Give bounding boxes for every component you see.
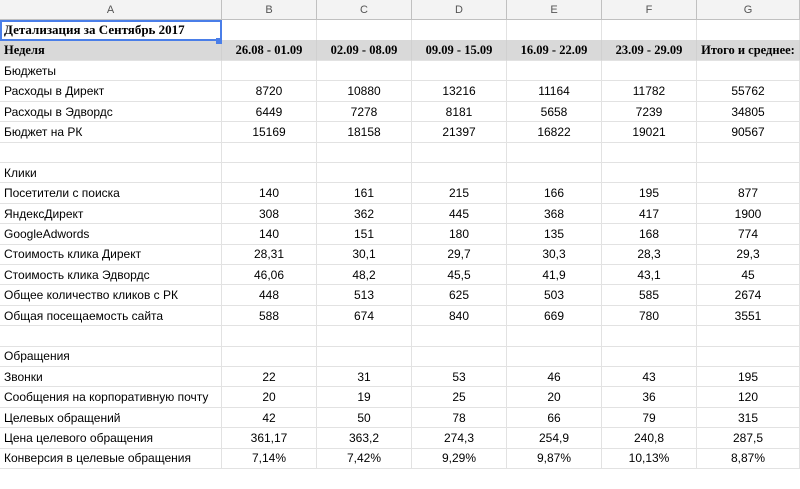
table-cell[interactable] [697, 142, 800, 163]
table-row [0, 142, 800, 163]
table-row [0, 102, 800, 123]
table-cell[interactable]: 362 [317, 204, 412, 225]
table-row [0, 367, 800, 388]
row-label-cell[interactable]: Расходы в Эдвордс [0, 102, 222, 123]
table-cell[interactable]: 29,7 [412, 244, 507, 265]
table-row [0, 61, 800, 82]
row-label-cell[interactable] [0, 142, 222, 163]
table-cell[interactable]: 41,9 [507, 265, 602, 286]
table-cell[interactable] [602, 163, 697, 184]
table-row [0, 408, 800, 429]
table-cell[interactable]: 22 [222, 367, 317, 388]
period-header-cell[interactable]: 26.08 - 01.09 [222, 40, 317, 61]
table-cell[interactable]: 417 [602, 204, 697, 225]
table-cell[interactable]: 48,2 [317, 265, 412, 286]
table-cell[interactable]: 43 [602, 367, 697, 388]
table-cell[interactable]: 669 [507, 306, 602, 327]
row-label-cell[interactable]: Стоимость клика Директ [0, 244, 222, 265]
table-cell[interactable] [412, 142, 507, 163]
table-cell[interactable]: 28,31 [222, 244, 317, 265]
table-cell[interactable]: 215 [412, 183, 507, 204]
table-cell[interactable] [317, 326, 412, 347]
table-row [0, 285, 800, 306]
table-cell[interactable]: 5658 [507, 102, 602, 123]
table-cell[interactable]: 78 [412, 408, 507, 429]
table-cell[interactable]: 315 [697, 408, 800, 429]
table-cell[interactable]: 11782 [602, 81, 697, 102]
table-cell[interactable]: 7,14% [222, 448, 317, 469]
table-row [0, 122, 800, 143]
table-cell[interactable]: 25 [412, 387, 507, 408]
column-header-d[interactable]: D [412, 0, 507, 20]
table-cell[interactable]: 8,87% [697, 448, 800, 469]
table-cell[interactable] [222, 20, 317, 41]
table-cell[interactable] [317, 346, 412, 367]
period-header-cell[interactable]: 23.09 - 29.09 [602, 40, 697, 61]
table-row [0, 224, 800, 245]
row-label-cell[interactable]: GoogleAdwords [0, 224, 222, 245]
row-label-cell[interactable]: Общее количество кликов с РК [0, 285, 222, 306]
table-cell[interactable] [412, 163, 507, 184]
table-cell[interactable] [602, 326, 697, 347]
table-cell[interactable]: 287,5 [697, 428, 800, 449]
table-cell[interactable]: 43,1 [602, 265, 697, 286]
table-cell[interactable]: 20 [507, 387, 602, 408]
row-label-cell[interactable]: Сообщения на корпоративную почту [0, 387, 222, 408]
table-cell[interactable]: 513 [317, 285, 412, 306]
table-cell[interactable] [317, 20, 412, 41]
table-cell[interactable]: 1900 [697, 204, 800, 225]
table-row [0, 265, 800, 286]
table-cell[interactable] [412, 346, 507, 367]
table-cell[interactable] [507, 20, 602, 41]
table-cell[interactable]: 29,3 [697, 244, 800, 265]
table-cell[interactable]: 588 [222, 306, 317, 327]
table-cell[interactable]: 120 [697, 387, 800, 408]
row-label-cell[interactable]: Целевых обращений [0, 408, 222, 429]
table-cell[interactable] [602, 346, 697, 367]
table-cell[interactable]: 9,29% [412, 448, 507, 469]
column-header-g[interactable]: G [697, 0, 800, 20]
table-cell[interactable]: 46,06 [222, 265, 317, 286]
table-cell[interactable]: 168 [602, 224, 697, 245]
row-label-cell[interactable]: Звонки [0, 367, 222, 388]
table-cell[interactable]: 9,87% [507, 448, 602, 469]
column-header-c[interactable]: C [317, 0, 412, 20]
table-cell[interactable]: 503 [507, 285, 602, 306]
row-label-cell[interactable]: ЯндексДирект [0, 204, 222, 225]
column-header-f[interactable]: F [602, 0, 697, 20]
row-label-cell[interactable]: Стоимость клика Эдвордс [0, 265, 222, 286]
table-cell[interactable]: 36 [602, 387, 697, 408]
table-cell[interactable] [412, 20, 507, 41]
table-row [0, 428, 800, 449]
table-cell[interactable]: 151 [317, 224, 412, 245]
table-cell[interactable]: 21397 [412, 122, 507, 143]
row-label-cell[interactable] [0, 326, 222, 347]
table-cell[interactable]: 8720 [222, 81, 317, 102]
header-row [0, 40, 800, 61]
table-cell[interactable] [507, 326, 602, 347]
table-cell[interactable]: 445 [412, 204, 507, 225]
table-cell[interactable]: 166 [507, 183, 602, 204]
period-header-cell[interactable]: 16.09 - 22.09 [507, 40, 602, 61]
table-row [0, 244, 800, 265]
table-row [0, 326, 800, 347]
table-cell[interactable] [602, 61, 697, 82]
table-cell[interactable]: 361,17 [222, 428, 317, 449]
table-cell[interactable]: 79 [602, 408, 697, 429]
table-cell[interactable]: 55762 [697, 81, 800, 102]
table-cell[interactable]: 180 [412, 224, 507, 245]
table-cell[interactable]: 308 [222, 204, 317, 225]
row-label-cell[interactable]: Общая посещаемость сайта [0, 306, 222, 327]
table-cell[interactable]: 10,13% [602, 448, 697, 469]
table-cell[interactable]: 363,2 [317, 428, 412, 449]
table-cell[interactable]: 585 [602, 285, 697, 306]
table-cell[interactable]: 140 [222, 183, 317, 204]
table-cell[interactable] [317, 61, 412, 82]
table-cell[interactable]: 11164 [507, 81, 602, 102]
row-label-cell[interactable]: Конверсия в целевые обращения [0, 448, 222, 469]
table-cell[interactable]: 46 [507, 367, 602, 388]
table-cell[interactable]: 7239 [602, 102, 697, 123]
table-cell[interactable] [317, 142, 412, 163]
table-cell[interactable] [412, 326, 507, 347]
table-cell[interactable]: 448 [222, 285, 317, 306]
table-cell[interactable]: 30,1 [317, 244, 412, 265]
title-row [0, 20, 800, 41]
table-cell[interactable]: 34805 [697, 102, 800, 123]
week-header-cell[interactable]: Неделя [0, 40, 222, 61]
table-cell[interactable] [222, 142, 317, 163]
table-cell[interactable]: 15169 [222, 122, 317, 143]
table-cell[interactable]: 53 [412, 367, 507, 388]
table-cell[interactable]: 8181 [412, 102, 507, 123]
table-cell[interactable]: 7278 [317, 102, 412, 123]
table-cell[interactable]: 45,5 [412, 265, 507, 286]
column-header-e[interactable]: E [507, 0, 602, 20]
table-cell[interactable]: 45 [697, 265, 800, 286]
period-header-cell[interactable]: 09.09 - 15.09 [412, 40, 507, 61]
period-header-cell[interactable]: 02.09 - 08.09 [317, 40, 412, 61]
table-cell[interactable]: 274,3 [412, 428, 507, 449]
table-cell[interactable]: 50 [317, 408, 412, 429]
table-cell[interactable]: 774 [697, 224, 800, 245]
table-cell[interactable]: 368 [507, 204, 602, 225]
row-label-cell[interactable]: Бюджет на РК [0, 122, 222, 143]
table-cell[interactable]: 18158 [317, 122, 412, 143]
table-cell[interactable]: 877 [697, 183, 800, 204]
table-cell[interactable] [507, 142, 602, 163]
table-cell[interactable] [222, 163, 317, 184]
table-row [0, 81, 800, 102]
table-cell[interactable]: 195 [697, 367, 800, 388]
table-row [0, 204, 800, 225]
table-row [0, 346, 800, 367]
table-cell[interactable] [507, 163, 602, 184]
row-label-cell[interactable]: Обращения [0, 346, 222, 367]
table-cell[interactable]: 16822 [507, 122, 602, 143]
table-cell[interactable] [602, 20, 697, 41]
table-cell[interactable]: 840 [412, 306, 507, 327]
table-cell[interactable]: 254,9 [507, 428, 602, 449]
row-label-cell[interactable]: Клики [0, 163, 222, 184]
table-row [0, 306, 800, 327]
table-cell[interactable] [222, 326, 317, 347]
column-header-a[interactable]: A [0, 0, 222, 20]
column-header-b[interactable]: B [222, 0, 317, 20]
table-cell[interactable]: 42 [222, 408, 317, 429]
table-cell[interactable] [697, 20, 800, 41]
table-cell[interactable]: 66 [507, 408, 602, 429]
table-cell[interactable]: 90567 [697, 122, 800, 143]
table-cell[interactable]: 625 [412, 285, 507, 306]
table-cell[interactable]: 30,3 [507, 244, 602, 265]
table-cell[interactable]: 195 [602, 183, 697, 204]
table-cell[interactable] [507, 61, 602, 82]
row-label-cell[interactable]: Посетители с поиска [0, 183, 222, 204]
row-label-cell[interactable]: Бюджеты [0, 61, 222, 82]
table-cell[interactable] [697, 163, 800, 184]
table-cell[interactable]: 7,42% [317, 448, 412, 469]
table-cell[interactable]: 2674 [697, 285, 800, 306]
table-cell[interactable] [317, 163, 412, 184]
report-title-cell[interactable]: Детализация за Сентябрь 2017 [0, 20, 222, 41]
table-cell[interactable]: 19 [317, 387, 412, 408]
selection-fill-handle[interactable] [216, 38, 222, 44]
table-row [0, 183, 800, 204]
table-cell[interactable] [412, 61, 507, 82]
table-cell[interactable] [222, 61, 317, 82]
table-cell[interactable]: 6449 [222, 102, 317, 123]
table-cell[interactable] [697, 61, 800, 82]
table-cell[interactable]: 28,3 [602, 244, 697, 265]
table-cell[interactable]: 10880 [317, 81, 412, 102]
table-cell[interactable]: 161 [317, 183, 412, 204]
table-cell[interactable]: 135 [507, 224, 602, 245]
row-label-cell[interactable]: Расходы в Директ [0, 81, 222, 102]
table-cell[interactable] [697, 346, 800, 367]
table-row [0, 387, 800, 408]
table-cell[interactable]: 780 [602, 306, 697, 327]
table-row [0, 448, 800, 469]
table-cell[interactable]: 31 [317, 367, 412, 388]
table-cell[interactable]: 13216 [412, 81, 507, 102]
table-cell[interactable]: 19021 [602, 122, 697, 143]
table-cell[interactable]: 674 [317, 306, 412, 327]
table-cell[interactable] [602, 142, 697, 163]
period-header-cell[interactable]: Итого и среднее: [697, 40, 800, 61]
table-cell[interactable] [697, 326, 800, 347]
row-label-cell[interactable]: Цена целевого обращения [0, 428, 222, 449]
table-cell[interactable]: 3551 [697, 306, 800, 327]
table-cell[interactable] [222, 346, 317, 367]
table-row [0, 163, 800, 184]
table-cell[interactable]: 20 [222, 387, 317, 408]
table-cell[interactable] [507, 346, 602, 367]
table-cell[interactable]: 240,8 [602, 428, 697, 449]
table-cell[interactable]: 140 [222, 224, 317, 245]
